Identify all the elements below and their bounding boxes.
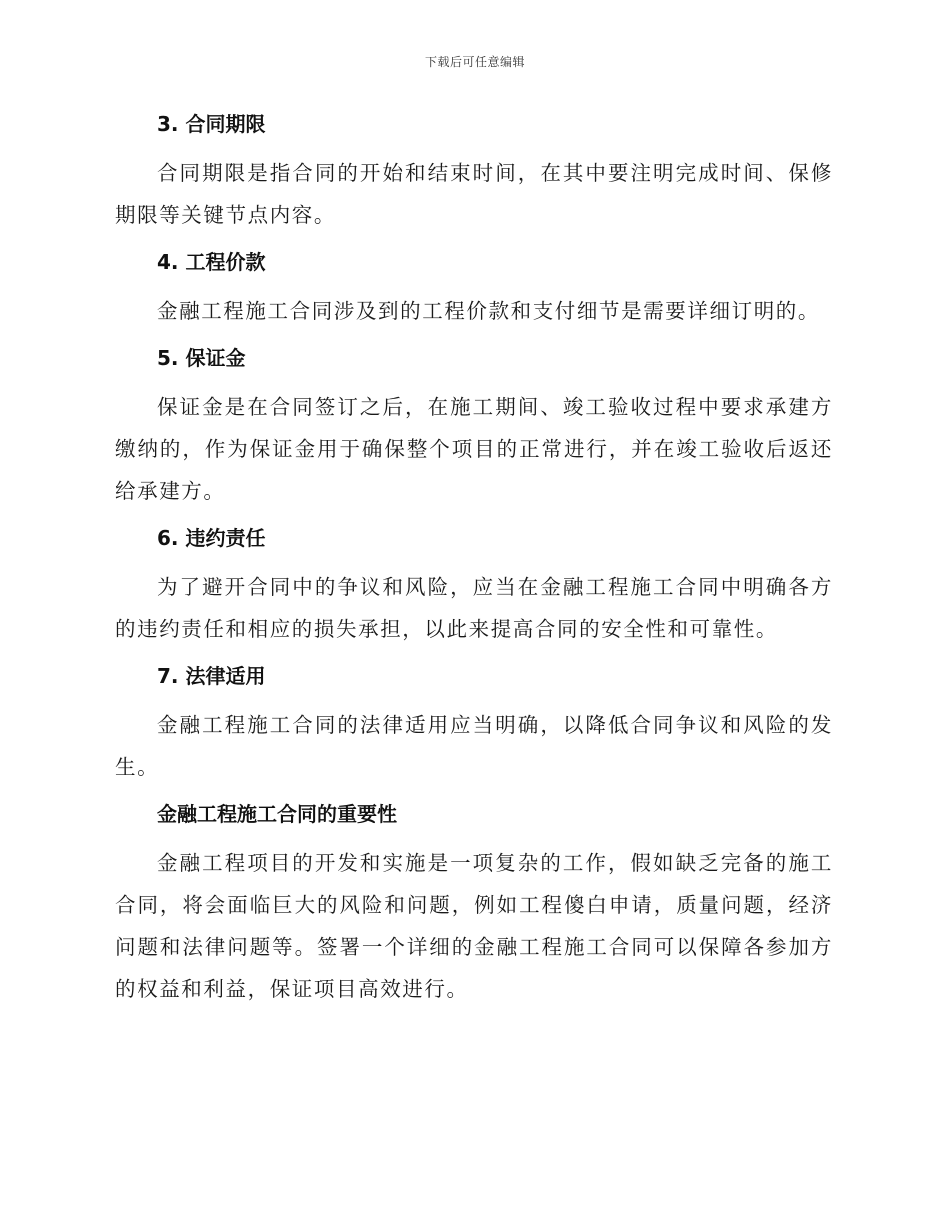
section-contract-term: [115, 110, 833, 236]
section-deposit: [115, 344, 833, 512]
section-applicable-law: [115, 662, 833, 788]
section-project-price: [115, 248, 833, 332]
section-paragraph: 保证金是在合同签订之后，在施工期间、竣工验收过程中要求承建方缴纳的，作为保证金用于确保整个项目的正常进行，并在竣工验收后返还给承建方。: [115, 395, 833, 503]
section-heading: 5. 保证金: [157, 346, 246, 370]
section-paragraph: 合同期限是指合同的开始和结束时间，在其中要注明完成时间、保修期限等关键节点内容。: [115, 161, 833, 227]
section-liability: [115, 524, 833, 650]
page-header: 下载后可任意编辑: [424, 55, 525, 69]
section-importance: [115, 800, 833, 1010]
section-heading: 金融工程施工合同的重要性: [157, 802, 397, 826]
section-paragraph: 金融工程项目的开发和实施是一项复杂的工作，假如缺乏完备的施工合同，将会面临巨大的风险和问题，例如工程傻白申请，质量问题，经济问题和法律问题等。签署一个详细的金融工程施工合同可以保障各参加方的权益和利益，保证项目高效进行。: [115, 851, 833, 1001]
section-heading: 4. 工程价款: [157, 250, 266, 274]
section-paragraph: 金融工程施工合同的法律适用应当明确，以降低合同争议和风险的发生。: [115, 713, 833, 779]
section-heading: 7. 法律适用: [157, 664, 266, 688]
section-heading: 6. 违约责任: [157, 526, 266, 550]
section-paragraph: 为了避开合同中的争议和风险，应当在金融工程施工合同中明确各方的违约责任和相应的损失承担，以此来提高合同的安全性和可靠性。: [115, 575, 833, 641]
section-paragraph: 金融工程施工合同涉及到的工程价款和支付细节是需要详细订明的。: [157, 299, 820, 323]
document-body: [115, 110, 833, 1022]
section-heading: 3. 合同期限: [157, 112, 266, 136]
